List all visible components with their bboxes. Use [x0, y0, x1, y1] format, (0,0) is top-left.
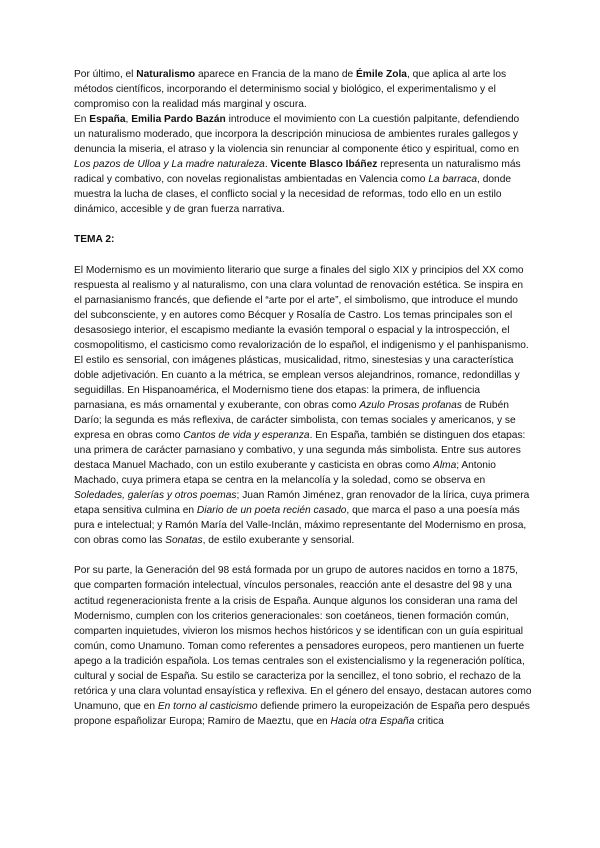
- text-run: ; Juan Ramón Jiménez, gran renovador de la lírica, cuya primera etapa sensitiva culmina en: [74, 490, 530, 517]
- bold-author: Emilia Pardo Bazán: [131, 114, 226, 126]
- text-run: critica: [414, 715, 444, 727]
- work-title: Sonatas: [165, 535, 203, 547]
- modernismo-paragraph: [74, 263, 532, 549]
- text-run: de Rubén Darío; la segunda es más reflexiva, de carácter simbolista, con temas sociales y americanos, y se expresa en obras como: [74, 399, 516, 442]
- work-title: Soledades, galerías y otros poemas: [74, 490, 237, 502]
- work-title: Cantos de vida y esperanza: [183, 430, 310, 442]
- text-run: .: [264, 159, 271, 171]
- bold-author: Émile Zola: [356, 69, 407, 80]
- text-run: aparece en Francia de la mano de: [195, 69, 357, 80]
- work-title: Los pazos de Ulloa y La madre naturaleza: [74, 159, 265, 171]
- text-run: ,: [125, 114, 132, 126]
- work-title: La barraca: [428, 174, 478, 186]
- naturalismo-paragraph: [74, 67, 532, 112]
- naturalismo-espana-paragraph: [74, 112, 532, 217]
- text-run: representa un naturalismo más radical y combativo, con novelas regionalistas ambientadas en Valencia como: [74, 159, 521, 186]
- text-run: , donde muestra la lucha de clases, el conflicto social y la necesidad de reformas, todo ello en un estilo dinámico, accesible y de gran fuerza narrativa.: [74, 174, 512, 216]
- work-title: En torno al casticismo: [157, 700, 258, 712]
- text-run: Por último, el: [74, 69, 137, 80]
- bold-term: Naturalismo: [136, 69, 196, 80]
- work-title: Alma: [433, 460, 457, 472]
- work-title: Diario de un poeta recién casado: [196, 505, 347, 517]
- text-run: El Modernismo es un movimiento literario que surge a finales del siglo XIX y principios del XX como respuesta al realismo y al naturalismo, con una clara voluntad de renovación estética. Se inspira en el parnasianismo francés, que defiende el “arte por el arte”, el simbolismo, que introduce el mundo del subconsciente, y en autores como Bécquer y Rosalía de Castro. Los temas principales son el desasosiego interior, el escapismo mediante la evasión temporal o espacial y la introspección, el cosmopolitismo, el casticismo como revalorización de lo español, el indigenismo y el panhispanismo. El estilo es sensorial, con imágenes plásticas, musicalidad, ritmo, sinestesias y una característica doble adjetivación. En cuanto a la métrica, se emplean versos alejandrinos, romance, redondillas y seguidillas. En Hispanoamérica, el Modernismo tiene dos etapas: la primera, de influencia parnasiana, es más ornamental y exuberante, con obras como: [74, 264, 529, 411]
- text-run: defiende primero la europeización de España pero después propone españolizar Europa; Ramiro de Maeztu, que en: [74, 700, 530, 727]
- document-body: [74, 67, 532, 729]
- work-title: Azulo Prosas profanas: [359, 399, 462, 411]
- bold-term: España: [89, 114, 126, 126]
- generacion-98-paragraph: [74, 563, 532, 729]
- section-heading: TEMA 2:: [74, 234, 115, 246]
- text-run: , que aplica al arte los métodos científicos, incorporando el determinismo social y biológico, el experimentalismo y el compromiso con la realidad más marginal y oscura.: [74, 69, 507, 111]
- text-run: Por su parte, la Generación del 98 está formada por un grupo de autores nacidos en torno a 1875, que comparten formación intelectual, vínculos personales, reacción ante el desastre del 98 y una actitud regeneracionista frente a la crisis de España. Aunque algunos los consideran una rama del Modernismo, cumplen con los criterios generacionales: son coetáneos, tienen formación común, comparten inquietudes, vivieron los mismos hechos históricos y se identifican con un guía espiritual común, como Unamuno. Toman como referentes a pensadores europeos, pero mantienen un fuerte apego a la tradición española. Los temas centrales son el existencialismo y la regeneración política, cultural y social de España. Su estilo se caracteriza por la sencillez, el tono sobrio, el rechazo de la retórica y una clara voluntad ensayística y reflexiva. En el género del ensayo, destacan autores como Unamuno, que en: [74, 565, 532, 712]
- text-run: , que marca el paso a una poesía más pura e intelectual; y Ramón María del Valle-Inclán, máximo representante del Modernismo en prosa, con obras como las: [74, 505, 527, 547]
- text-run: ; Antonio Machado, cuya primera etapa se centra en la melancolía y la soledad, como se observa en: [74, 460, 496, 487]
- text-run: En: [74, 114, 90, 126]
- text-run: introduce el movimiento con La cuestión palpitante, defendiendo un naturalismo moderado, que incorpora la descripción minuciosa de ambientes rurales gallegos y denuncia la miseria, el atraso y la violencia sin renunciar al componente ético y espiritual, como en: [74, 114, 520, 156]
- bold-author: Vicente Blasco Ibáñez: [270, 159, 378, 171]
- text-run: , de estilo exuberante y sensorial.: [202, 535, 355, 547]
- work-title: Hacia otra España: [330, 715, 415, 727]
- text-run: . En España, también se distinguen dos etapas: una primera de carácter parnasiano y combativo, y una segunda más simbolista. Entre sus autores destaca Manuel Machado, con un estilo exuberante y casticista en obras como: [74, 430, 526, 472]
